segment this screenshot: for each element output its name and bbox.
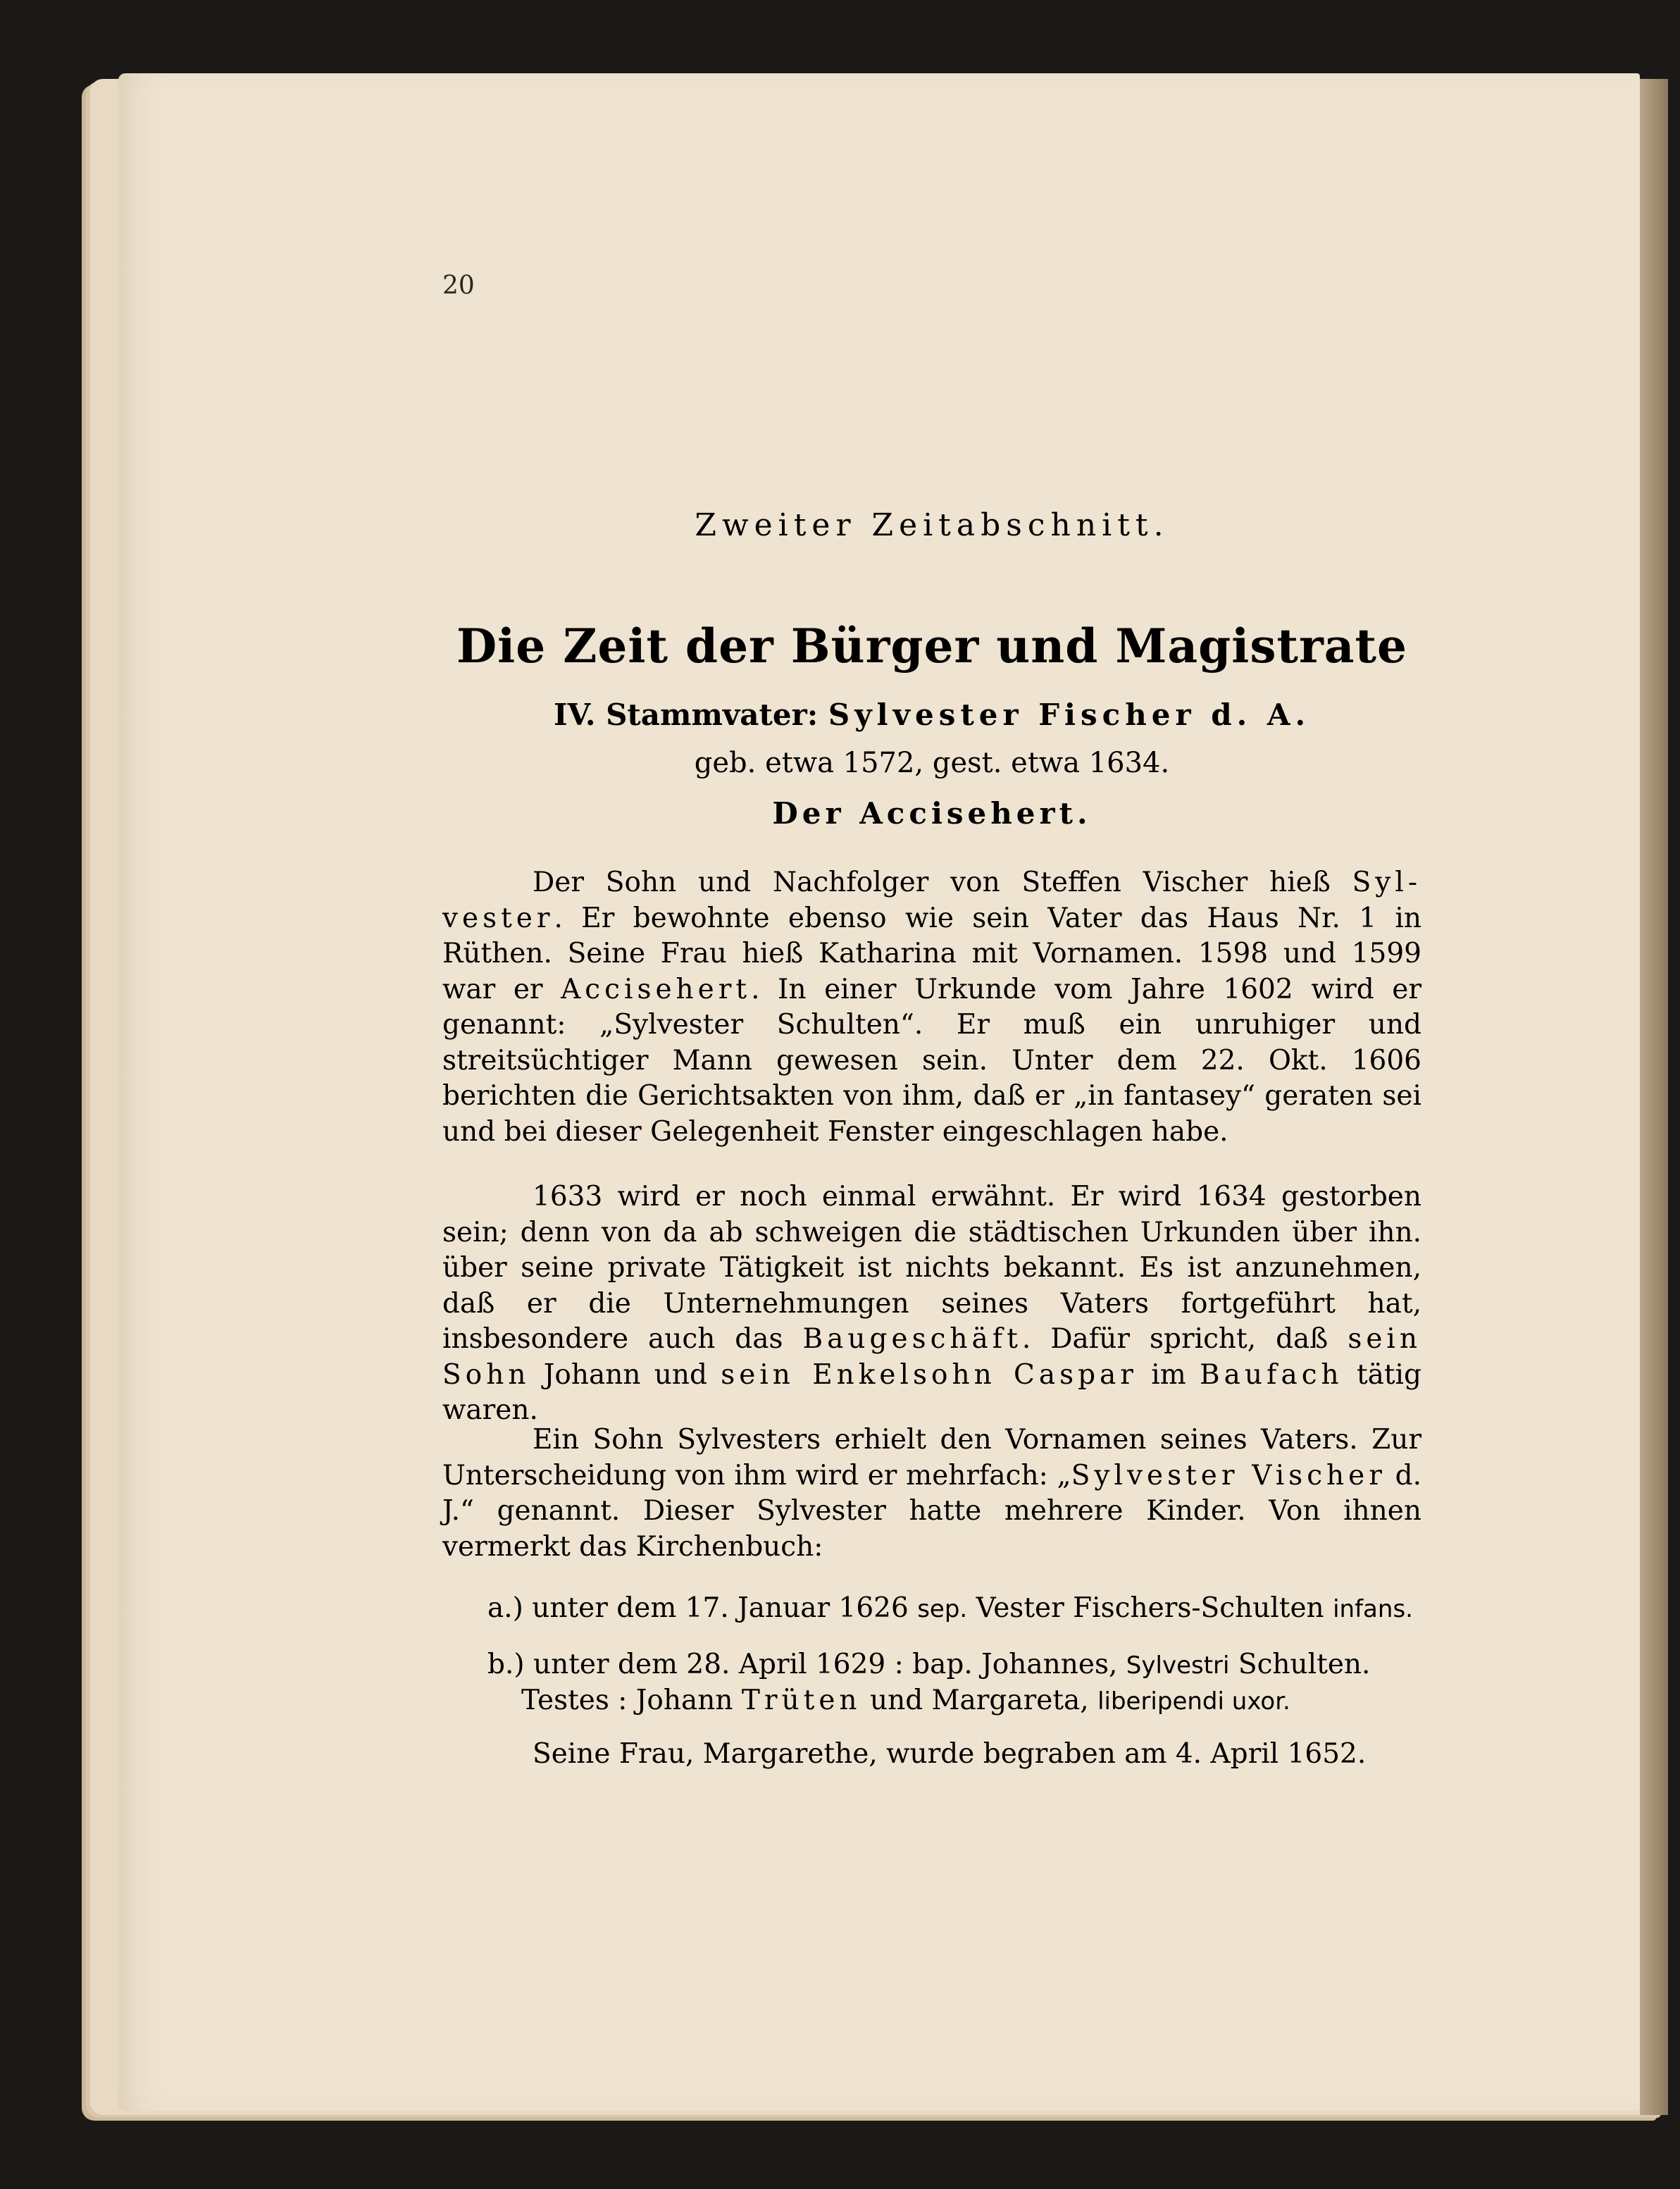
- office-heading: Der Accisehert.: [772, 796, 1092, 831]
- text-run: Ein Sohn Sylvesters erhielt den Vornamen seines Vaters. Zur Unterscheidung von ihm wird er mehrfach: „: [442, 1424, 1421, 1492]
- text-run: tätig waren.: [442, 1358, 1421, 1426]
- page-number: 20: [442, 271, 475, 300]
- spaced-word: Baugeschäft: [802, 1323, 1022, 1355]
- entry-name: Johannes,: [981, 1649, 1118, 1680]
- text-run: Johann und: [530, 1358, 721, 1391]
- latin-term: bap.: [912, 1649, 973, 1680]
- witness-name: und Margareta,: [869, 1685, 1089, 1716]
- paragraph-3: [442, 1422, 1421, 1565]
- latin-term: liberipendi uxor.: [1097, 1687, 1290, 1716]
- spaced-word: Baufach: [1199, 1358, 1343, 1391]
- next-page-edge: [1640, 79, 1668, 2115]
- spaced-word: sein Sohn: [442, 1323, 1421, 1391]
- paragraph-1: [442, 865, 1421, 1150]
- latin-term: Sylvestri: [1126, 1651, 1230, 1680]
- latin-term: sep.: [917, 1595, 968, 1623]
- text-run: . Er bewohnte ebenso wie sein Vater das Haus Nr. 1 in Rüthen. Seine Frau hieß Katharina mit Vornamen. 1598 und 1599 war er: [442, 902, 1421, 1005]
- spaced-name: Syl-vester: [442, 867, 1421, 934]
- text-run: . Dafür spricht, daß: [1021, 1323, 1348, 1355]
- text-run: . In einer Urkunde vom Jahre 1602 wird er genannt: „Sylvester Schulten“. Er muß ein unruhiger und streitsüchtiger Mann gewesen sein. Unter dem 22. Okt. 1606 berichten die Gerichtsakten von ihm, daß er „in fantasey“ geraten sei und bei dieser Gelegenheit Fenster eingeschlagen habe.: [442, 973, 1422, 1148]
- main-heading: Die Zeit der Bürger und Magistrate: [456, 619, 1408, 674]
- text-run: im: [1137, 1358, 1200, 1391]
- latin-term: infans.: [1333, 1595, 1413, 1623]
- text-run: 1633 wird er noch einmal erwähnt. Er wird 1634 gestorben sein; denn von da ab schweigen die städtischen Urkunden über ihn. über seine private Tätigkeit ist nichts bekannt. Es ist anzunehmen, daß er die Unternehmungen seines Vaters fortgeführt hat, insbesondere auch das: [442, 1181, 1421, 1355]
- text-run: d. J.“ genannt. Dieser Sylvester hatte mehrere Kinder. Von ihnen vermerkt das Kirchenbuch:: [442, 1459, 1421, 1563]
- register-entry-b: [442, 1647, 1421, 1684]
- register-entry-b-witnesses: [442, 1683, 1421, 1720]
- ancestor-line: [442, 697, 1421, 732]
- entry-label: a.) unter dem 17. Januar 1626: [487, 1592, 909, 1624]
- ancestor-prefix: IV. Stammvater:: [553, 697, 819, 732]
- spaced-word: sein Enkelsohn Caspar: [721, 1358, 1138, 1391]
- text-run: Seine Frau, Margarethe, wurde begraben am 4. April 1652.: [533, 1738, 1367, 1770]
- witness-label: Testes : Johann: [521, 1685, 733, 1716]
- entry-label: b.) unter dem 28. April 1629 :: [487, 1649, 904, 1680]
- spaced-name: Trüten: [741, 1685, 861, 1716]
- spaced-word: Accisehert: [561, 973, 752, 1005]
- entry-name: Schulten.: [1238, 1649, 1371, 1680]
- register-entry-a: [442, 1591, 1421, 1627]
- text-run: Der Sohn und Nachfolger von Steffen Vischer hieß: [533, 867, 1352, 898]
- section-title: Zweiter Zeitabschnitt.: [695, 507, 1169, 543]
- ancestor-name: Sylvester Fischer d. A.: [828, 697, 1311, 732]
- paragraph-2: [442, 1179, 1421, 1429]
- life-dates: geb. etwa 1572, gest. etwa 1634.: [694, 747, 1170, 779]
- final-sentence: [442, 1737, 1421, 1773]
- spaced-name: Sylvester Vischer: [1071, 1459, 1386, 1492]
- entry-name: Vester Fischers-Schulten: [976, 1592, 1324, 1624]
